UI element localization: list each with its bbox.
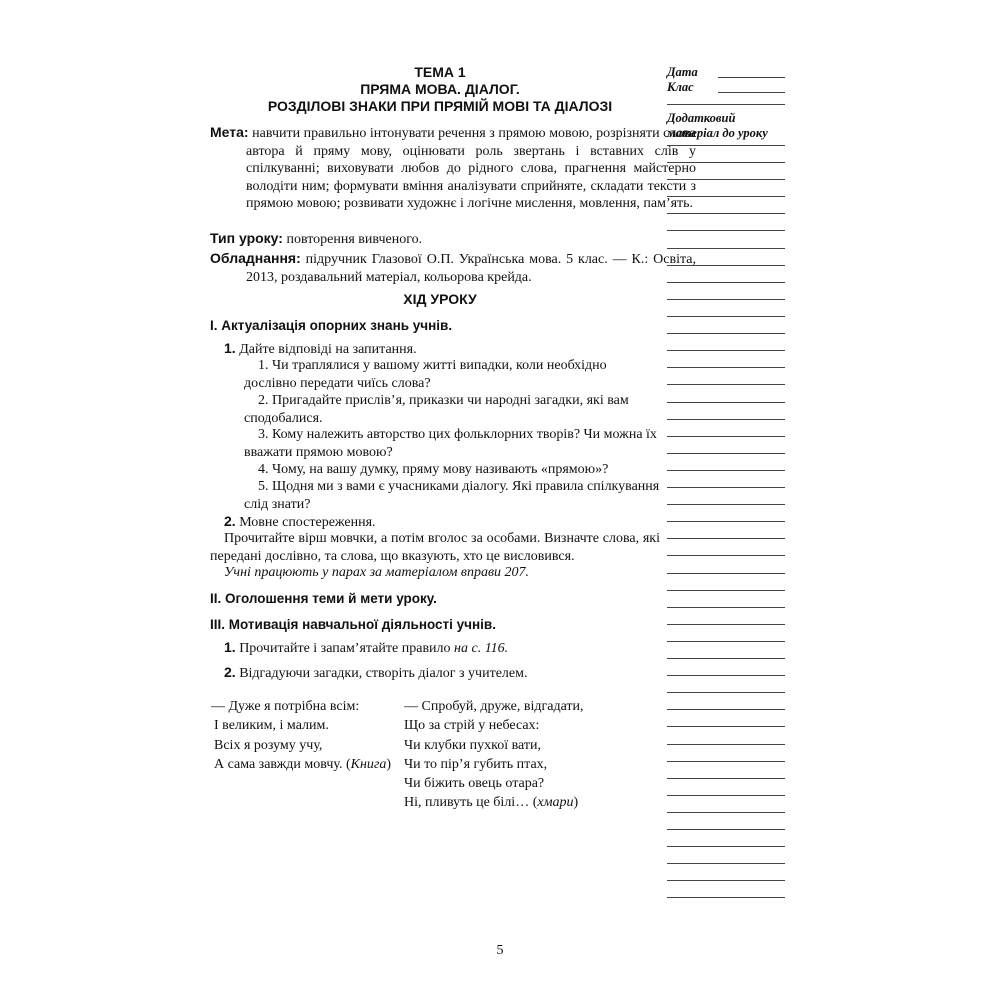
task-number: 2. <box>224 664 236 680</box>
notes-line <box>667 504 785 505</box>
notes-line <box>667 812 785 813</box>
notes-line <box>667 299 785 300</box>
task-text: Дайте відповіді на запитання. <box>239 342 417 357</box>
riddle-line: А сама завжди мовчу. (Книга) <box>214 756 392 772</box>
section-1-title: І. Актуалізація опорних знань учнів. <box>210 318 453 333</box>
riddle-answer: Книга <box>350 756 387 772</box>
notes-line <box>667 470 785 471</box>
task-text: Відгадуючи загадки, створіть діалог з учителем. <box>239 666 528 681</box>
notes-line <box>667 487 785 488</box>
question-1: 1. Чи траплялися у вашому житті випадки, коли необхідно дослівно передати чиїсь слова? <box>244 358 607 391</box>
notes-line <box>667 658 785 659</box>
riddle-line: Чи біжить овець отара? <box>404 776 545 792</box>
notes-line <box>667 624 785 625</box>
lesson-type <box>210 230 660 249</box>
riddle-line: Що за стрій у небесах: <box>404 718 540 734</box>
notes-line <box>667 761 785 762</box>
class-field-line <box>718 92 785 93</box>
notes-line <box>667 778 785 779</box>
equipment-text: підручник Глазової О.П. Українська мова. 5 клас. — К.: Освіта, 2013, роздавальний матеріал, кольорова крейда. <box>246 252 696 285</box>
section-1-task-2 <box>224 513 376 532</box>
type-label: Тип уроку: <box>210 230 283 246</box>
notes-line <box>667 145 785 146</box>
question-5: 5. Щодня ми з вами є учасниками діалогу. Які правила спілкування слід знати? <box>244 479 660 512</box>
riddle-line: — Дуже я потрібна всім: <box>211 699 360 714</box>
riddle-line: Всіх я розуму учу, <box>214 737 323 753</box>
riddle-line: Чи то пір’я губить птах, <box>404 756 548 772</box>
notes-line <box>667 453 785 454</box>
notes-line <box>667 538 785 539</box>
task-number: 1. <box>224 639 236 655</box>
task-text: Мовне спостереження. <box>239 515 376 530</box>
notes-line <box>667 607 785 608</box>
notes-line <box>667 316 785 317</box>
riddle-right <box>404 697 584 813</box>
notes-line <box>667 402 785 403</box>
notes-line <box>667 555 785 556</box>
notes-line <box>667 863 785 864</box>
notes-line <box>667 726 785 727</box>
notes-line <box>667 521 785 522</box>
notes-line <box>667 897 785 898</box>
task-text: Прочитайте і запам’ятайте правило <box>239 641 451 656</box>
notes-line <box>667 829 785 830</box>
riddle-answer: хмари <box>537 795 574 811</box>
notes-line <box>667 333 785 334</box>
riddle-line: Чи клубки пухкої вати, <box>404 737 541 753</box>
notes-line <box>667 795 785 796</box>
date-field-line <box>718 77 785 78</box>
task-2-note: Учні працюють у парах за матеріалом вправи 207. <box>224 565 530 580</box>
extra-material-label-2: матеріал до уроку <box>667 126 768 140</box>
page-reference: на с. 116. <box>454 641 509 656</box>
notes-line <box>667 692 785 693</box>
riddle-line: І великим, і малим. <box>214 718 329 734</box>
notes-line <box>667 436 785 437</box>
notes-line <box>667 230 785 231</box>
notes-line <box>667 350 785 351</box>
question-2: 2. Пригадайте прислів’я, приказки чи народні загадки, які вам сподобалися. <box>244 393 629 426</box>
goal-text: навчити правильно інтонувати речення з прямою мовою, розрізняти слова автора й пряму мову, оцінювати роль звертань і вставних слів у спілкуванні; виховувати любов до рідного слова, прагнення майстерно володіти ним; формувати вміння аналізувати сприйняте, складати тексти з прямою мовою; розвивати художнє і логічне мислення, мовлення, пам’ять. <box>246 126 696 211</box>
page-number: 5 <box>496 943 504 958</box>
notes-line <box>667 709 785 710</box>
riddle-line: — Спробуй, друже, відгадати, <box>404 699 584 714</box>
notes-line <box>667 282 785 283</box>
notes-line <box>667 179 785 180</box>
goal-label: Мета: <box>210 124 249 140</box>
equipment-label: Обладнання: <box>210 250 301 266</box>
section-3-task-1 <box>224 639 508 658</box>
notes-line <box>667 744 785 745</box>
section-3-title: ІІІ. Мотивація навчальної діяльності учнів. <box>210 617 496 632</box>
task-2-body: Прочитайте вірш мовчки, а потім вголос за особами. Визначте слова, які передані дослівно, та слова, що вказують, хто це висловився. <box>210 531 660 564</box>
extra-material-label-1: Додатковий <box>667 111 736 125</box>
notes-line <box>667 641 785 642</box>
sidebar-rule <box>667 104 785 105</box>
section-3-task-2 <box>224 664 527 683</box>
riddle-line: Ні, пливуть це білі… (хмари) <box>404 795 579 811</box>
notes-line <box>667 880 785 881</box>
question-4: 4. Чому, на вашу думку, пряму мову називають «прямою»? <box>258 462 609 477</box>
notes-line <box>667 384 785 385</box>
class-label: Клас <box>667 80 694 94</box>
section-1-task-1 <box>224 340 417 359</box>
task-number: 2. <box>224 513 236 529</box>
lesson-heading: ХІД УРОКУ <box>403 291 477 307</box>
topic-subtitle: РОЗДІЛОВІ ЗНАКИ ПРИ ПРЯМІЙ МОВІ ТА ДІАЛОЗІ <box>267 98 613 114</box>
task-number: 1. <box>224 340 236 356</box>
riddle-left <box>211 697 391 774</box>
section-2-title: ІІ. Оголошення теми й мети уроку. <box>210 591 437 606</box>
date-label: Дата <box>667 65 698 79</box>
notes-line <box>667 265 785 266</box>
notes-line <box>667 675 785 676</box>
notes-line <box>667 248 785 249</box>
notes-line <box>667 196 785 197</box>
question-3: 3. Кому належить авторство цих фольклорних творів? Чи можна їх вважати прямою мовою? <box>244 427 657 460</box>
equipment-paragraph <box>210 250 696 286</box>
notes-line <box>667 590 785 591</box>
goal-paragraph <box>210 124 696 213</box>
topic-title: ПРЯМА МОВА. ДІАЛОГ. <box>360 81 520 97</box>
notes-line <box>667 367 785 368</box>
notes-line <box>667 573 785 574</box>
notes-line <box>667 846 785 847</box>
type-text: повторення вивченого. <box>286 232 423 247</box>
notes-line <box>667 162 785 163</box>
topic-number: ТЕМА 1 <box>414 64 466 80</box>
notes-line <box>667 213 785 214</box>
notes-line <box>667 419 785 420</box>
